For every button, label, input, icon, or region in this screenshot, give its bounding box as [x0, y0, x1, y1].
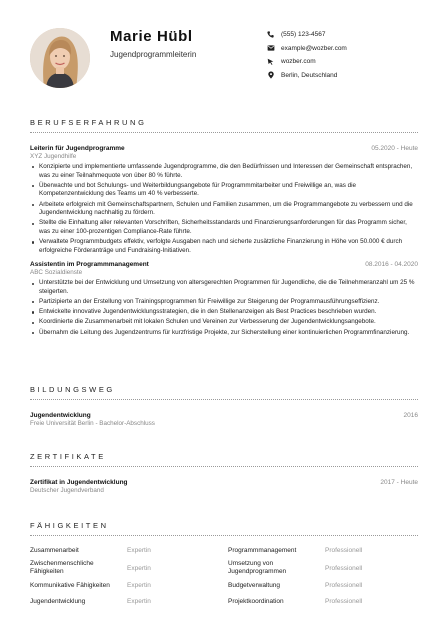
- skill-name: Zusammenarbeit: [30, 546, 79, 554]
- job-bullet: Übernahm die Leitung des Jugendzentrums für kurzfristige Projekte, zur Sicherstellung einer kontinuierlichen Programmfinanzierung.: [30, 329, 418, 338]
- section-divider: [30, 466, 418, 467]
- location-pin-icon: [266, 71, 275, 79]
- skill-level: Professionell: [325, 564, 363, 572]
- skill-level: Expertin: [127, 564, 151, 572]
- section-divider: [30, 132, 418, 133]
- certificates-section: [30, 452, 418, 494]
- job-bullet: Koordinierte die Zusammenarbeit mit lokalen Schulen und Vereinen zur Verbesserung der Jugendentwicklungsangebote.: [30, 318, 418, 327]
- job-company: XYZ Jugendhilfe: [30, 153, 77, 160]
- skill-name: Programmmanagement: [228, 546, 297, 554]
- education-institution: Freie Universität Berlin - Bachelor-Abschluss: [30, 420, 155, 427]
- education-date: 2016: [403, 412, 418, 419]
- mail-icon: [266, 44, 275, 52]
- education-entry: [30, 412, 418, 427]
- job-bullet: Konzipierte und implementierte umfassende Jugendprogramme, die den Bedürfnissen und Interessen der Gemeinschaft entsprachen, was zu einer Teilnahmequote von über 80 % führte.: [30, 163, 418, 180]
- skill-name: Budgetverwaltung: [228, 581, 281, 589]
- skill-level: Professionell: [325, 547, 363, 554]
- certificate-date: 2017 - Heute: [380, 479, 418, 486]
- contact-phone: [266, 28, 436, 42]
- certificate-issuer: Deutscher Jugendverband: [30, 487, 104, 494]
- skill-name: Jugendentwicklung: [30, 597, 86, 605]
- profile-photo: [30, 28, 90, 88]
- link-icon: [266, 58, 275, 66]
- phone-icon: [266, 31, 275, 39]
- section-divider: [30, 535, 418, 536]
- job-bullet: Stellte die Einhaltung aller relevanten Vorschriften, Sicherheitsstandards und Finanzierungsanforderungen für das Programm sicher, was zu einer 100-prozentigen Compliance-Rate führte.: [30, 219, 418, 236]
- certificate-entry: [30, 479, 418, 494]
- resume-header: [0, 0, 448, 100]
- skill-level: Professionell: [325, 598, 363, 605]
- experience-section: [30, 118, 418, 339]
- education-title: Jugendentwicklung: [30, 412, 91, 419]
- job-date: 05.2020 - Heute: [371, 145, 418, 152]
- job-bullet: Unterstützte bei der Entwicklung und Umsetzung von altersgerechten Programmen für Jugendliche, die die Teilnehmeranzahl um 25 % steigerten.: [30, 279, 418, 296]
- contact-phone-text: (555) 123-4567: [281, 31, 326, 39]
- contact-website[interactable]: [266, 55, 436, 69]
- job-bullet: Überwachte und bot Schulungs- und Weiterbildungsangebote für Programmmitarbeiter und Freiwillige an, was die Kompetenzentwicklung des Teams um 40 % verbesserte.: [30, 182, 418, 199]
- section-title: BERUFSERFAHRUNG: [30, 118, 147, 127]
- job-entry: [30, 145, 418, 255]
- job-bullet: Arbeitete erfolgreich mit Gemeinschaftspartnern, Schulen und Familien zusammen, um die Programmangebote zu verbessern und die Jugendentwicklung nachhaltig zu fördern.: [30, 201, 418, 218]
- candidate-role: Jugendprogrammleiterin: [110, 50, 197, 59]
- skills-grid: [30, 544, 418, 608]
- skill-level: Professionell: [325, 582, 363, 589]
- job-entry: [30, 261, 418, 337]
- skill-name: Kommunikative Fähigkeiten: [30, 581, 110, 589]
- job-title: Assistentin im Programmmanagement: [30, 261, 149, 269]
- section-divider: [30, 399, 418, 400]
- section-title: FÄHIGKEITEN: [30, 521, 109, 530]
- contact-website-text[interactable]: wozber.com: [281, 58, 316, 66]
- job-date: 08.2016 - 04.2020: [365, 261, 418, 269]
- job-bullet: Partizipierte an der Erstellung von Trainingsprogrammen für Freiwillige zur Steigerung der Programmausführungseffizienz.: [30, 298, 418, 307]
- candidate-name: Marie Hübl: [110, 28, 193, 45]
- skill-level: Expertin: [127, 598, 151, 605]
- contact-email-text[interactable]: example@wozber.com: [281, 44, 347, 52]
- job-bullet: Verwaltete Programmbudgets effektiv, verfolgte Ausgaben nach und sicherte zusätzliche Finanzierung in Höhe von 50.000 € durch erfolgreiche Förderanträge und Fundraising-Initiativen.: [30, 238, 418, 255]
- contact-list: [266, 28, 436, 82]
- skill-name: Projektkoordination: [228, 597, 284, 605]
- skill-level: Expertin: [127, 547, 151, 554]
- skill-level: Expertin: [127, 582, 151, 589]
- contact-email[interactable]: [266, 42, 436, 56]
- job-bullets: [30, 279, 418, 337]
- skill-name: Zwischenmenschliche Fähigkeiten: [30, 560, 94, 575]
- section-title: BILDUNGSWEG: [30, 385, 115, 394]
- skill-name: Umsetzung von Jugendprogrammen: [228, 560, 287, 575]
- job-bullets: [30, 163, 418, 255]
- contact-location: [266, 69, 436, 83]
- contact-location-text: Berlin, Deutschland: [281, 71, 338, 79]
- education-section: [30, 385, 418, 427]
- job-bullet: Entwickelte innovative Jugendentwicklungsstrategien, die in den Stellenanzeigen als Best Practices beschrieben wurden.: [30, 308, 418, 317]
- skills-section: [30, 521, 418, 608]
- job-title: Leiterin für Jugendprogramme: [30, 145, 125, 152]
- certificate-title: Zertifikat in Jugendentwicklung: [30, 479, 128, 486]
- job-company: ABC Sozialdienste: [30, 269, 83, 277]
- section-title: ZERTIFIKATE: [30, 452, 106, 461]
